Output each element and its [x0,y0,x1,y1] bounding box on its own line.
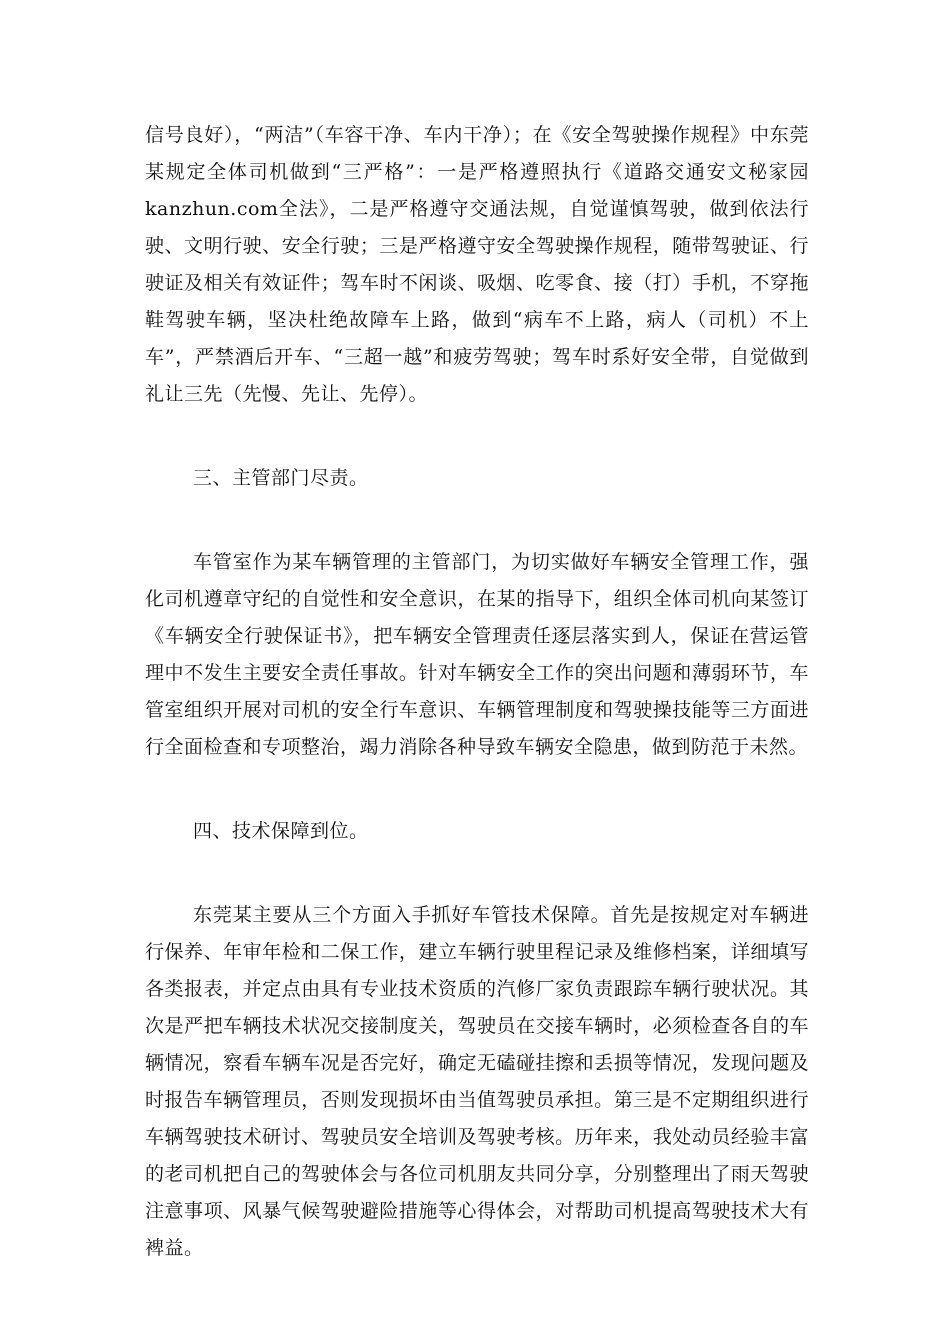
section-heading-4: 四、技术保障到位。 [193,820,369,842]
paragraph-section-4: 东莞某主要从三个方面入手抓好车管技术保障。首先是按规定对车辆进行保养、年审年检和二保工作，建立车辆行驶里程记录及维修档案，详细填写各类报表，并定点由具有专业技术资质的汽修厂家负责跟踪车辆行驶状况。其次是严把车辆技术状况交接制度关，驾驶员在交接车辆时，必须检查各自的车辆情况，察看车辆车况是否完好，确定无磕碰挂擦和丢损等情况，发现问题及时报告车辆管理员，否则发现损坏由当值驾驶员承担。第三是不定期组织进行车辆驾驶技术研讨、驾驶员安全培训及驾驶考核。历年来，我处动员经验丰富的老司机把自己的驾驶体会与各位司机朋友共同分享，分别整理出了雨天驾驶注意事项、风暴气候驾驶避险措施等心得体会，对帮助司机提高驾驶技术大有裨益。 [145,904,809,1259]
section-heading-3: 三、主管部门尽责。 [193,467,369,489]
paragraph-gap [145,413,809,460]
paragraph-continued: 信号良好），“两洁”（车容干净、车内干净）；在《安全驾驶操作规程》中东莞某规定全体司机做到“三严格”：一是严格遵照执行《道路交通安文秘家园kanzhun.com全法》，二是严格遵守交通法规，自觉谨慎驾驶，做到依法行驶、文明行驶、安全行驶；三是严格遵守安全驾驶操作规程，随带驾驶证、行驶证及相关有效证件；驾车时不闲谈、吸烟、吃零食、接（打）手机，不穿拖鞋驾驶车辆，坚决杜绝故障车上路，做到“病车不上路，病人（司机）不上车”，严禁酒后开车、“三超一越”和疲劳驾驶；驾车时系好安全带，自觉做到礼让三先（先慢、先让、先停）。 [145,124,809,405]
paragraph-gap [145,766,809,813]
document-body [145,117,809,1267]
paragraph-gap [145,497,809,544]
paragraph-gap [145,850,809,897]
paragraph-section-3: 车管室作为某车辆管理的主管部门，为切实做好车辆安全管理工作，强化司机遵章守纪的自觉性和安全意识，在某的指导下，组织全体司机向某签订《车辆安全行驶保证书》，把车辆安全管理责任逐层落实到人，保证在营运管理中不发生主要安全责任事故。针对车辆安全工作的突出问题和薄弱环节，车管室组织开展对司机的安全行车意识、车辆管理制度和驾驶操技能等三方面进行全面检查和专项整治，竭力消除各种导致车辆安全隐患，做到防范于未然。 [145,551,809,758]
